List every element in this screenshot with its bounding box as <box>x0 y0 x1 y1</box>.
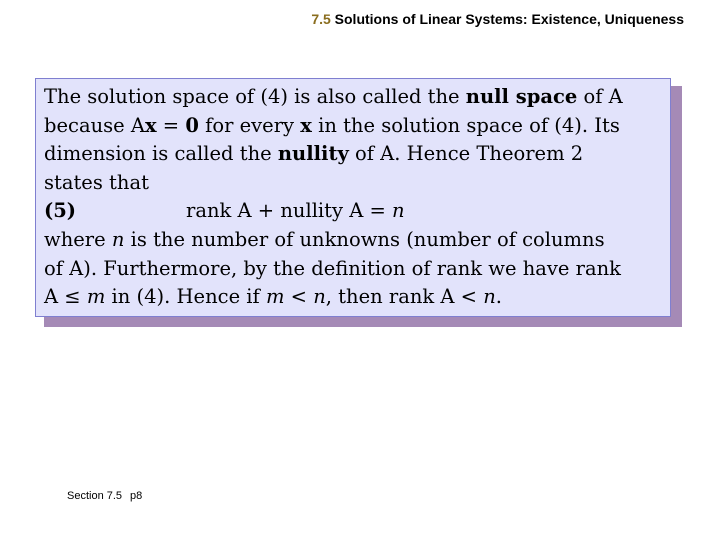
box-line-8: A ≤ m in (4). Hence if m < n, then rank A < n. <box>44 285 502 309</box>
nullity-term: nullity <box>277 142 349 166</box>
vector-x: x <box>144 113 157 137</box>
box-line-7: of A). Furthermore, by the definition of rank we have rank <box>44 256 621 280</box>
section-number: 7.5 <box>311 11 331 27</box>
zero-vector: 0 <box>185 113 199 137</box>
footer-section: Section 7.5 <box>67 490 123 502</box>
box-line-1: The solution space of (4) is also called the null space of A <box>44 85 623 108</box>
box-line-2: because Ax = 0 for every x in the solution space of (4). Its <box>44 113 620 137</box>
box-line-3: dimension is called the nullity of A. Hence Theorem 2 <box>44 142 584 166</box>
footer-page: p8 <box>130 490 143 502</box>
slide-header <box>311 11 684 27</box>
definition-box <box>35 78 671 317</box>
slide-footer <box>67 490 142 502</box>
box-line-6: where n is the number of unknowns (number of columns <box>44 227 605 251</box>
slide-title: Solutions of Linear Systems: Existence, Uniqueness <box>334 11 684 27</box>
equation-5: (5) rank A + nullity A = n <box>44 197 670 226</box>
equation-label: (5) <box>44 199 77 223</box>
null-space-term: null space <box>465 85 578 108</box>
box-line-4: states that <box>44 170 149 194</box>
vector-x: x <box>300 113 312 137</box>
